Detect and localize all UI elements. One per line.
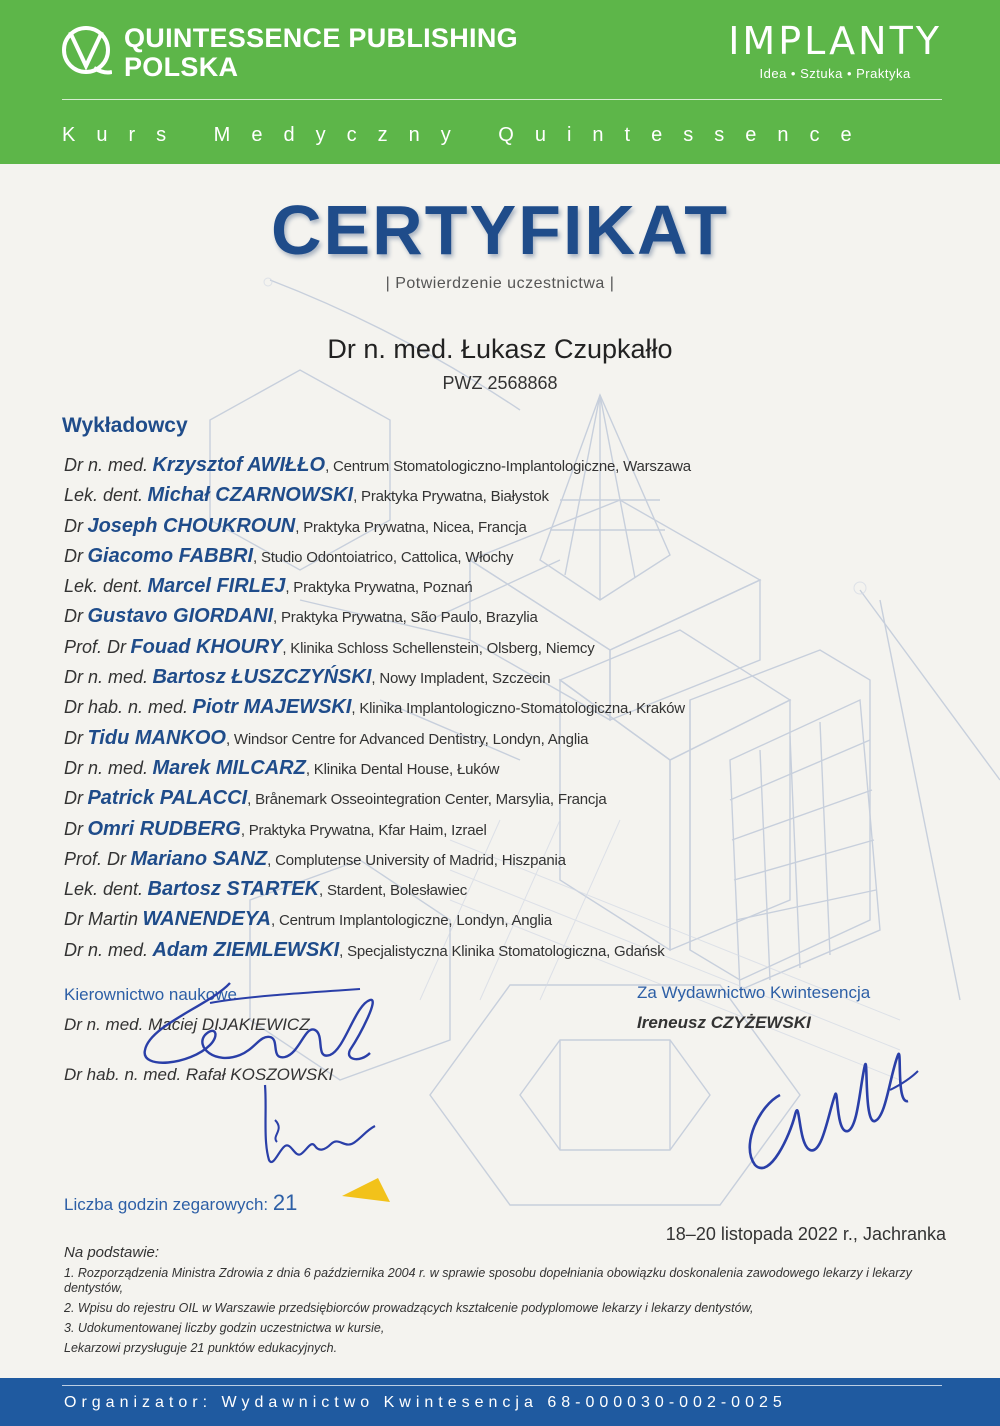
lecturer-row: Dr Martin WANENDEYA, Centrum Implantologiczne, Londyn, Anglia [64, 908, 552, 931]
lecturer-title: Dr [64, 818, 83, 839]
basis-item: 1. Rozporządzenia Ministra Zdrowia z dnia 6 października 2004 r. w sprawie sposobu dopełniania obowiązku doskonalenia zawodowego lekarzy i lekarzy dentystów, [64, 1266, 912, 1295]
brand-tagline: Idea • Sztuka • Praktyka [759, 66, 911, 81]
scientific-management-label: Kierownictwo naukowe [64, 985, 237, 1004]
lecturer-title: Prof. Dr [64, 848, 127, 869]
lecturer-title: Dr Martin [64, 909, 139, 930]
basis-list [64, 1266, 964, 1361]
lecturer-affiliation: Praktyka Prywatna, Kfar Haim, Izrael [248, 821, 487, 839]
lecturer-row: Dr Joseph CHOUKROUN, Praktyka Prywatna, Nicea, Francja [64, 514, 527, 537]
organizer-text: Organizator: Wydawnictwo Kwintesencja 68-000030-002-0025 [64, 1394, 787, 1411]
lecturer-row: Prof. Dr Fouad KHOURY, Klinika Schloss Schellenstein, Olsberg, Niemcy [64, 635, 595, 658]
lecturer-affiliation: Praktyka Prywatna, Poznań [293, 579, 473, 597]
clock-hours-label: Liczba godzin zegarowych: [64, 1195, 269, 1214]
lecturer-affiliation: Klinika Implantologiczno-Stomatologiczna, Kraków [359, 700, 685, 718]
lecturer-title: Dr [64, 606, 83, 627]
lecturer-affiliation: Windsor Centre for Advanced Dentistry, Londyn, Anglia [233, 730, 589, 748]
lecturer-name: Bartosz STARTEK [147, 878, 320, 901]
lecturer-row: Lek. dent. Marcel FIRLEJ, Praktyka Prywatna, Poznań [64, 575, 473, 598]
lecturer-name: Fouad KHOURY [130, 635, 283, 658]
lecturer-affiliation: Complutense University of Madrid, Hiszpania [275, 851, 566, 869]
footer-divider [62, 1385, 942, 1386]
brand-title: IMPLANTY [728, 19, 942, 63]
header-divider [62, 99, 942, 100]
scientific-manager-2: Dr hab. n. med. Rafał KOSZOWSKI [64, 1065, 334, 1084]
publisher-line-2: POLSKA [124, 52, 239, 82]
signature-dijakiewicz [120, 975, 390, 1085]
clock-hours [64, 1190, 297, 1216]
lecturer-name: Marcel FIRLEJ [147, 575, 286, 598]
lecturer-affiliation: Brånemark Osseointegration Center, Marsylia, Francja [255, 791, 607, 809]
lecturer-name: Michał CZARNOWSKI [147, 484, 354, 507]
lecturer-title: Dr hab. n. med. [64, 697, 189, 718]
certificate-subtitle: | Potwierdzenie uczestnictwa | [385, 275, 615, 292]
lecturer-name: Piotr MAJEWSKI [192, 696, 352, 719]
lecturer-row: Dr n. med. Adam ZIEMLEWSKI, Specjalistyczna Klinika Stomatologiczna, Gdańsk [64, 938, 665, 961]
signature-koszowski [255, 1080, 385, 1170]
lecturer-row: Dr Giacomo FABBRI, Studio Odontoiatrico, Cattolica, Włochy [64, 544, 514, 567]
lecturer-row: Dr n. med. Bartosz ŁUSZCZYŃSKI, Nowy Impladent, Szczecin [64, 666, 551, 689]
scientific-manager-1: Dr n. med. Maciej DIJAKIEWICZ [64, 1015, 310, 1034]
lecturer-name: Mariano SANZ [130, 847, 268, 870]
certificate-title: CERTYFIKAT [270, 191, 730, 269]
lecturer-title: Dr [64, 515, 83, 536]
header-banner [0, 0, 1000, 164]
lecturer-name: Joseph CHOUKROUN [87, 514, 296, 537]
publisher-line-1: QUINTESSENCE PUBLISHING [124, 23, 518, 53]
lecturer-row: Dr Tidu MANKOO, Windsor Centre for Advanced Dentistry, Londyn, Anglia [64, 726, 589, 749]
lecturer-affiliation: Klinika Schloss Schellenstein, Olsberg, Niemcy [290, 639, 595, 657]
lecturer-affiliation: Nowy Impladent, Szczecin [379, 670, 551, 688]
quintessence-logo-icon [60, 24, 112, 76]
lecturer-affiliation: Klinika Dental House, Łuków [313, 760, 500, 778]
lecturer-name: Omri RUDBERG [87, 817, 241, 840]
lecturer-title: Dr n. med. [64, 757, 149, 778]
basis-heading: Na podstawie: [64, 1244, 160, 1261]
lecturer-name: Marek MILCARZ [152, 756, 306, 779]
lecturer-affiliation: Centrum Implantologiczne, Londyn, Anglia [278, 912, 552, 930]
lecturer-affiliation: Studio Odontoiatrico, Cattolica, Włochy [260, 548, 514, 566]
lecturer-row: Prof. Dr Mariano SANZ, Complutense University of Madrid, Hiszpania [64, 847, 566, 870]
lecturer-name: Patrick PALACCI [87, 787, 248, 810]
lecturer-row: Dr Patrick PALACCI, Brånemark Osseointegration Center, Marsylia, Francja [64, 787, 607, 810]
course-name: Kurs Medyczny Quintessence [62, 124, 873, 146]
lecturer-title: Lek. dent. [64, 485, 144, 506]
lecturer-name: WANENDEYA [142, 908, 271, 931]
publisher-signatory: Ireneusz CZYŻEWSKI [637, 1013, 811, 1032]
yellow-triangle-mark [340, 1174, 392, 1204]
clock-hours-value: 21 [272, 1190, 298, 1215]
date-and-place: 18–20 listopada 2022 r., Jachranka [665, 1224, 946, 1244]
recipient-pwz: PWZ 2568868 [442, 373, 558, 393]
basis-item: 3. Udokumentowanej liczby godzin uczestnictwa w kursie, [64, 1321, 385, 1335]
lecturer-name: Tidu MANKOO [87, 726, 226, 749]
lecturer-row: Dr n. med. Marek MILCARZ, Klinika Dental House, Łuków [64, 756, 500, 779]
lecturer-title: Lek. dent. [64, 879, 144, 900]
lecturer-title: Dr [64, 727, 83, 748]
signature-czyzewski [740, 1035, 920, 1185]
lecturer-title: Dr n. med. [64, 667, 149, 688]
lecturer-row: Dr n. med. Krzysztof AWIŁŁO, Centrum Stomatologiczno-Implantologiczne, Warszawa [64, 454, 691, 476]
lecturer-name: Bartosz ŁUSZCZYŃSKI [152, 666, 372, 689]
lecturer-affiliation: Specjalistyczna Klinika Stomatologiczna, Gdańsk [347, 942, 665, 960]
lecturer-row: Dr Gustavo GIORDANI, Praktyka Prywatna, São Paulo, Brazylia [64, 605, 538, 628]
lecturer-name: Giacomo FABBRI [87, 544, 254, 567]
recipient-name: Dr n. med. Łukasz Czupkałło [327, 334, 673, 364]
lecturer-title: Lek. dent. [64, 576, 144, 597]
lecturers-heading: Wykładowcy [62, 414, 188, 437]
footer-banner [0, 1378, 1000, 1426]
lecturer-row: Lek. dent. Michał CZARNOWSKI, Praktyka Prywatna, Białystok [64, 484, 549, 507]
lecturers-list [64, 450, 964, 965]
lecturer-affiliation: Stardent, Bolesławiec [326, 882, 468, 900]
lecturer-name: Gustavo GIORDANI [87, 605, 274, 628]
basis-item: Lekarzowi przysługuje 21 punktów edukacyjnych. [64, 1341, 338, 1355]
lecturer-affiliation: Praktyka Prywatna, Nicea, Francja [303, 518, 527, 536]
publisher-signature-label: Za Wydawnictwo Kwintesencja [637, 983, 871, 1002]
lecturer-name: Krzysztof AWIŁŁO [152, 454, 326, 476]
lecturer-affiliation: Centrum Stomatologiczno-Implantologiczne, Warszawa [333, 458, 691, 475]
publisher-name [124, 24, 518, 82]
lecturer-title: Prof. Dr [64, 636, 127, 657]
lecturer-name: Adam ZIEMLEWSKI [152, 938, 340, 961]
lecturer-affiliation: Praktyka Prywatna, Białystok [361, 488, 549, 506]
lecturer-row: Dr Omri RUDBERG, Praktyka Prywatna, Kfar Haim, Izrael [64, 817, 487, 840]
lecturer-title: Dr n. med. [64, 455, 149, 475]
lecturer-title: Dr [64, 545, 83, 566]
lecturer-title: Dr n. med. [64, 939, 149, 960]
lecturer-affiliation: Praktyka Prywatna, São Paulo, Brazylia [280, 609, 538, 627]
lecturer-title: Dr [64, 788, 83, 809]
basis-item: 2. Wpisu do rejestru OIL w Warszawie przedsiębiorców prowadzących kształcenie podyplomowe lekarzy i lekarzy dentystów, [64, 1301, 754, 1315]
lecturer-row: Dr hab. n. med. Piotr MAJEWSKI, Klinika Implantologiczno-Stomatologiczna, Kraków [64, 696, 685, 719]
implanty-brand [728, 20, 942, 81]
lecturer-row: Lek. dent. Bartosz STARTEK, Stardent, Bolesławiec [64, 878, 468, 901]
